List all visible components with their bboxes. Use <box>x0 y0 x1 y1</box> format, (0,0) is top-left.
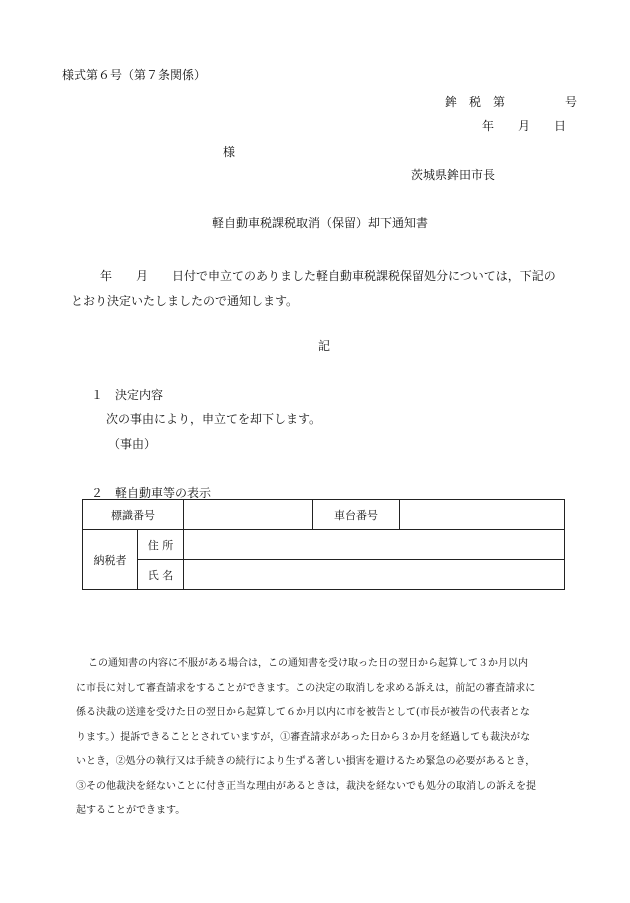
document-number: 鉾 税 第 号 <box>445 95 578 109</box>
chassis-value <box>400 500 565 530</box>
form-id: 様式第６号（第７条関係） <box>62 68 207 82</box>
addressee: 様 <box>223 145 236 159</box>
issuer: 茨城県鉾田市長 <box>411 168 496 182</box>
notice-line: ③その他裁決を経ないことに付き正当な理由があるときは，裁決を経ないでも処分の取消しの訴えを提 <box>76 780 536 792</box>
notice-line: この通知書の内容に不服がある場合は，この通知書を受け取った日の翌日から起算して３か月以内 <box>88 658 528 669</box>
plate-value <box>184 500 313 530</box>
document-title: 軽自動車税課税取消（保留）却下通知書 <box>212 216 429 230</box>
body-line-2: とおり決定いたしましたので通知します。 <box>71 294 299 308</box>
notice-line: 起することができます。 <box>76 805 186 816</box>
vehicle-table <box>82 499 565 590</box>
table-row <box>83 560 565 590</box>
section-1-text: 次の事由により，申立てを却下します。 <box>106 412 322 426</box>
notice-line: に市長に対して審査請求をすることができます。この決定の取消しを求める訴えは，前記の審査請求に <box>76 682 536 694</box>
body-line-1: 年 月 日付で申立てのありました軽自動車税課税保留処分については，下記の <box>100 269 556 283</box>
name-value <box>184 560 565 590</box>
section-2-heading: ２ 軽自動車等の表示 <box>91 486 212 500</box>
notice-line: ります。）提訴できることとされていますが，①審査請求があった日から３か月を経過しても裁決がな <box>76 731 531 743</box>
document-date: 年 月 日 <box>482 119 567 133</box>
notice-line: 係る決裁の送達を受けた日の翌日から起算して６か月以内に市を被告として(市長が被告の代表者とな <box>76 707 530 718</box>
section-1-heading: １ 決定内容 <box>91 388 164 402</box>
table-row <box>83 530 565 560</box>
address-label: 住 所 <box>138 530 184 560</box>
notice-line: いとき，②処分の執行又は手続きの続行により生ずる著しい損害を避けるため緊急の必要があるとき， <box>76 756 536 767</box>
name-label: 氏 名 <box>138 560 184 590</box>
plate-label: 標識番号 <box>83 500 184 530</box>
ki-heading: 記 <box>318 339 331 353</box>
chassis-label: 車台番号 <box>313 500 400 530</box>
table-row <box>83 500 565 530</box>
address-value <box>184 530 565 560</box>
section-1-reason-label: （事由） <box>108 437 157 451</box>
taxpayer-label: 納税者 <box>83 530 138 590</box>
appeal-notice <box>76 652 576 824</box>
body-paragraph <box>71 264 584 314</box>
